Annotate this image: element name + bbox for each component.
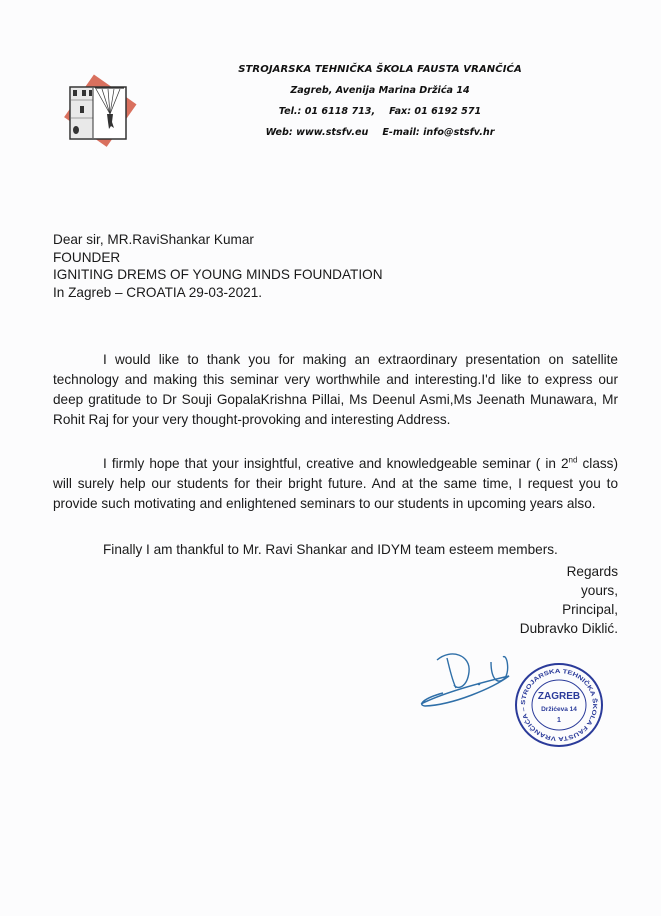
website-link[interactable]: Web: www.stsfv.eu bbox=[265, 127, 369, 138]
place-date: In Zagreb – CROATIA 29-03-2021. bbox=[53, 284, 263, 300]
recipient-title: FOUNDER bbox=[53, 249, 121, 265]
salutation: Dear sir, MR.RaviShankar Kumar bbox=[53, 232, 254, 247]
stamp-street: Držićeva 14 bbox=[541, 706, 577, 713]
paragraph-final bbox=[53, 540, 618, 560]
paragraph-hope-text-b: class) will surely help our students for their bright future. And at the same time, I request you to provide such motivating and enlightened seminars to our students in upcoming years also. bbox=[53, 456, 618, 511]
logo-tower-window bbox=[82, 90, 86, 96]
closing-regards: Regards bbox=[566, 564, 618, 579]
handwritten-signature bbox=[415, 642, 515, 717]
email-link[interactable]: E-mail: info@stsfv.hr bbox=[382, 127, 495, 138]
contact-web bbox=[230, 126, 530, 147]
logo-tower-window bbox=[89, 90, 92, 96]
recipient-organization: IGNITING DREMS OF YOUNG MINDS FOUNDATION bbox=[53, 267, 383, 282]
paragraph-thanks-text: I would like to thank you for making an extraordinary presentation on satellite technology and making this seminar very worthwhile and interesting.I'd like to express our deep gratitude to Dr Souji GopalaKrishna Pillai, Ms Deenul Asmi,Ms Jeenath Munawara, Mr Rohit Raj for your very thought-provoking and interesting Address. bbox=[53, 352, 618, 427]
school-name: STROJARSKA TEHNIČKA ŠKOLA FAUSTA VRANČIĆA bbox=[238, 64, 522, 75]
stamp-ring-text: STROJARSKA TEHNIČKA ŠKOLA FAUSTA VRANČIĆA – bbox=[520, 668, 598, 742]
logo-tower-window bbox=[80, 106, 84, 113]
letterhead bbox=[230, 63, 530, 147]
recipient-block bbox=[53, 231, 383, 301]
logo-tower-window bbox=[73, 90, 77, 96]
school-address: Zagreb, Avenija Marina Držića 14 bbox=[290, 85, 470, 96]
closing-yours: yours, bbox=[580, 583, 618, 598]
stamp-number: 1 bbox=[557, 717, 561, 724]
signer-role: Principal, bbox=[562, 602, 618, 617]
closing-block bbox=[520, 562, 618, 638]
paragraph-thanks bbox=[53, 350, 618, 430]
contact-phones bbox=[230, 105, 530, 126]
stamp-city: ZAGREB bbox=[537, 691, 581, 702]
ordinal-suffix: nd bbox=[568, 455, 578, 465]
logo-tower-door bbox=[73, 126, 79, 134]
school-stamp bbox=[514, 662, 604, 748]
stamp-outer-ring bbox=[516, 664, 602, 746]
paragraph-hope bbox=[53, 454, 618, 514]
paragraph-hope-text-a: I firmly hope that your insightful, creative and knowledgeable seminar ( in 2 bbox=[103, 456, 569, 471]
signer-name: Dubravko Diklić. bbox=[519, 621, 618, 636]
telephone: Tel.: 01 6118 713, bbox=[278, 106, 376, 117]
fax: Fax: 01 6192 571 bbox=[389, 106, 482, 117]
paragraph-final-text: Finally I am thankful to Mr. Ravi Shankar and IDYM team esteem members. bbox=[103, 542, 558, 557]
school-logo bbox=[58, 74, 138, 154]
